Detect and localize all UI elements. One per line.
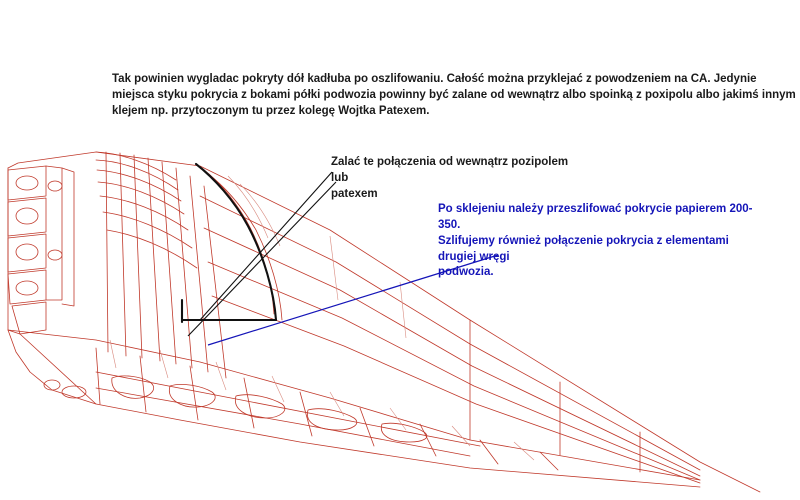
note-main [112, 72, 798, 120]
leader-seal-front [200, 172, 332, 320]
note-seal-line-1: Zalać te połączenia od wewnątrz pozipolem lub [331, 156, 569, 184]
leader-seal-rear [188, 182, 336, 336]
note-sanding-instructions [438, 202, 768, 281]
note-sanding-line-1: Po sklejeniu należy przeszlifować pokrycie papierem 200-350. [438, 203, 753, 231]
note-sanding-line-3: podwozia. [438, 266, 494, 279]
note-seal-line-2: patexem [331, 187, 378, 200]
note-seal-joints [331, 155, 581, 203]
note-main-text: Tak powinien wygladac pokryty dół kadłuba po oszlifowaniu. Całość można przyklejać z powodzeniem na CA. Jedynie miejsca styku pokrycia z bokami półki podwozia powinny być zalane od wewnątrz albo spoinką z poxipolu albo jakimś innym klejem np. przytoczonym tu przez kolegę Wojtka Patexem. [112, 73, 796, 117]
note-sanding-line-2: Szlifujemy również połączenie pokrycia z elementami drugiej wręgi [438, 234, 729, 263]
